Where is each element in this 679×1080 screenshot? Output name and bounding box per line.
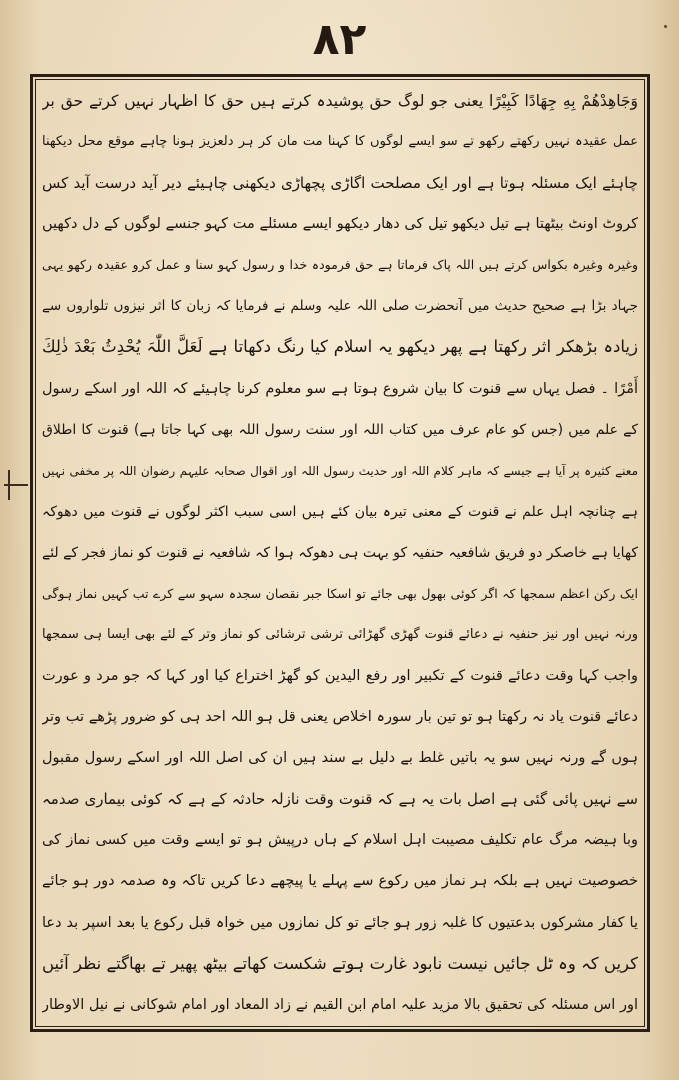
text-line: وبا ہیضہ مرگ عام تکلیف مصیبت اہل اسلام کے ہاں درپیش ہو تو ایسے وقت میں کسی نماز کی xyxy=(42,832,638,849)
text-line: کے علم میں (جس کو عام عرف میں کتاب اللہ اور سنت رسول اللہ بھی کہا جاتا ہے) قنوت کا اطلاق xyxy=(42,421,638,438)
text-line: دعائے قنوت یاد نہ رکھتا ہو تو تین بار سورہ اخلاص یعنی قل ہو اللہ احد ہی کو ضرور پڑھے تب وتر xyxy=(42,709,638,726)
text-line: عمل عقیدہ نہیں رکھتے رکھو تے سو ایسے لوگوں کا کہنا مت مان کر ہر دلعزیز ہونا چاہے موقع محل دیکھنا xyxy=(42,134,638,150)
text-line: ورنہ نہیں اور نیز حنفیہ نے دعائے قنوت گھڑی گھڑائی ترشی ترشائی کو نماز وتر کے لئے بھی ایسا ہی سمجھا xyxy=(42,627,638,643)
text-body xyxy=(42,86,638,1020)
text-line: اور اس مسئلہ کی تحقیق بالا مزید علیہ امام ابن القیم نے زاد المعاد اور امام شوکانی نے نیل الاوطار xyxy=(42,996,638,1013)
text-line: وَجَاهِدْهُمْ بِهِ جِهَادًا كَبِيْرًا یعنی جو لوگ حق پوشیدہ کرتے ہیں حق کا اظہار نہیں کرتے حق بر xyxy=(42,92,638,110)
text-line: واجب کہا وقت دعائے قنوت کے تکبیر اور رفع الیدین کو گھڑ اختراع کیا اور کہا کہ جو مرد و عورت xyxy=(42,668,638,685)
text-line: جہاد بڑا ہے صحیح حدیث میں آنحضرت صلی اللہ علیہ وسلم نے فرمایا کہ زبان کا اثر نیزوں تلواروں سے xyxy=(42,298,638,315)
text-line-section-start: أَمْرًا ۔ فصل یہاں سے قنوت کا بیان شروع ہوتا ہے سو معلوم کرنا چاہیئے کہ اللہ اور اسکے رسول xyxy=(42,380,638,397)
text-line: کریں کہ وہ ٹل جائیں نیست نابود غارت ہوتے شکست کھاتے بیٹھ پھیر تے بھاگتے نظر آئیں xyxy=(42,953,638,973)
text-line: ہے چنانچہ اہل علم نے قنوت کے معنی تیرہ بیان کئے ہیں اسی سبب اکثر لوگوں نے قنوت میں دھوکہ xyxy=(42,503,638,520)
text-line: سے نہیں پائی گئی ہے اصل بات یہ ہے کہ قنوت وقت نازلہ حادثہ کے ہے کہ کوئی بیماری صدمہ xyxy=(42,790,638,809)
page-number: ٨٢ xyxy=(312,14,367,65)
text-line: زیادہ بڑھکر اثر رکھتا ہے پھر دیکھو یہ اسلام کیا رنگ دکھاتا ہے لَعَلَّ اللّٰہَ یُحْدِثُ بَعْدَ ذٰلِكَ xyxy=(42,337,638,357)
text-line: ایک رکن اعظم سمجھا کہ اگر کوئی بھول بھی جائے تو اسکا جبر نقصان سجدہ سہو سے کرے تب کہیں نماز ہوگی xyxy=(42,585,638,601)
text-line: ہوں گے ورنہ نہیں سو یہ باتیں غلط بے دلیل بے سند ہیں ان کی اصل اللہ اور اسکے رسول مقبول xyxy=(42,750,638,767)
text-line: چاہئے ایک مسئلہ ہوتا ہے اور ایک مصلحت اگاڑی پچھاڑی دیکھنی چاہیئے دیر آید درست آید کس xyxy=(42,174,638,193)
text-line: خصوصیت نہیں ہے بلکہ ہر نماز میں رکوع سے پہلے یا پیچھے دعا کریں تاکہ وہ صدمہ دور ہو جائے xyxy=(42,873,638,890)
text-line: یا کفار مشرکوں بدعتیوں کا غلبہ زور ہو جائے تو کل نمازوں میں خواہ قبل رکوع یا بعد اسپر بد دعا xyxy=(42,914,638,931)
margin-mark-vertical xyxy=(8,470,10,500)
text-line: معنے کثیرہ پر آیا ہے جیسے کہ ماہر کلام اللہ اور حدیث رسول اللہ اور اقوال صحابہ علیہم رضوان اللہ پر مخفی نہیں xyxy=(42,463,638,478)
text-line: وغیرہ وغیرہ بکواس کرتے ہیں اللہ پاک فرماتا ہے حق فرمودہ خدا و رسول کہو سنا و عمل کرو عقیدہ رکھو یہی xyxy=(42,257,638,273)
text-line: کھایا ہے خاصکر دو فریق شافعیہ حنفیہ کو بہت ہی دھوکہ ہوا کہ شافعیہ نے قنوت کو نماز فجر کے لئے xyxy=(42,544,638,561)
text-line: کروٹ اونٹ بیٹھتا ہے تیل دیکھو تیل کی دھار دیکھو ایسے مسئلے مت کہو جنسے لوگوں کے دل دکھیں xyxy=(42,216,638,233)
